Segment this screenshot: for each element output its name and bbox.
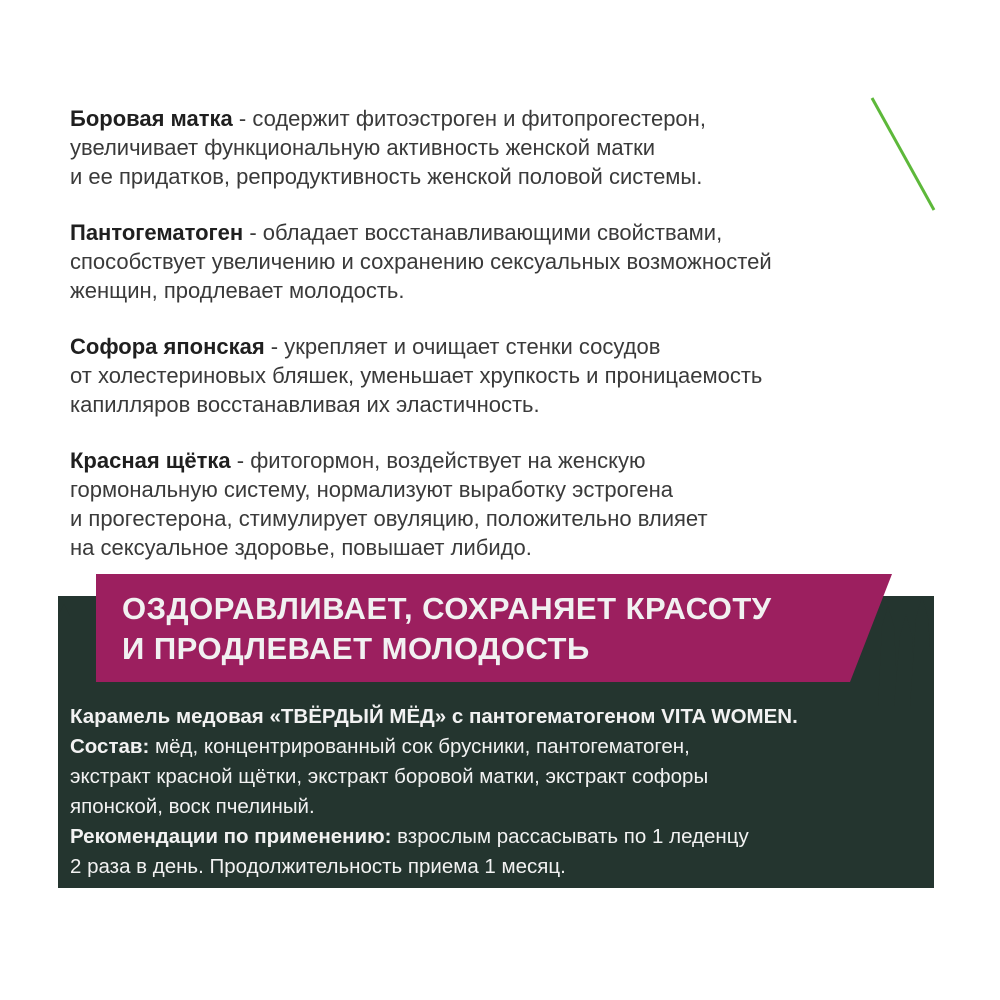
ingredient-description: - укрепляет и очищает стенки сосудов [264,334,661,359]
ingredient-description: и прогестерона, стимулирует овуляцию, положительно влияет [70,506,708,531]
ingredient-description: - содержит фитоэстроген и фитопрогестерон, [232,106,706,131]
ingredient-entry [70,218,890,305]
ingredient-description: капилляров восстанавливая их эластичность. [70,392,540,417]
composition-text: японской, воск пчелиный. [70,795,315,818]
ingredient-description: - фитогормон, воздействует на женскую [230,448,646,473]
ingredient-description: и ее придатков, репродуктивность женской половой системы. [70,164,703,189]
slogan-banner [96,574,892,682]
ingredient-entry [70,332,890,419]
ingredient-description: - обладает восстанавливающими свойствами, [243,220,723,245]
ingredient-entry [70,446,890,562]
ingredient-entry [70,104,890,191]
ingredient-name: Софора японская [70,334,265,359]
ingredient-description: женщин, продлевает молодость. [70,278,405,303]
slogan-line: И ПРОДЛЕВАЕТ МОЛОДОСТЬ [122,631,590,666]
composition-text: экстракт красной щётки, экстракт боровой матки, экстракт софоры [70,765,709,788]
ingredient-description: на сексуальное здоровье, повышает либидо. [70,535,532,560]
composition-text: мёд, концентрированный сок брусники, пантогематоген, [149,735,690,758]
ingredient-name: Красная щётка [70,448,231,473]
ingredient-description: гормональную систему, нормализуют выработку эстрогена [70,477,674,502]
ingredient-description: способствует увеличению и сохранению сексуальных возможностей [70,249,772,274]
ingredients-list [70,104,890,589]
slogan-line: ОЗДОРАВЛИВАЕТ, СОХРАНЯЕТ КРАСОТУ [122,591,772,626]
usage-label: Рекомендации по применению: [70,825,392,848]
ingredient-name: Боровая матка [70,106,233,131]
slogan-text [122,589,772,669]
usage-text: взрослым рассасывать по 1 леденцу [391,825,749,848]
ingredient-description: увеличивает функциональную активность женской матки [70,135,656,160]
composition-label: Состав: [70,735,150,758]
usage-text: 2 раза в день. Продолжительность приема 1 месяц. [70,855,566,878]
product-description [70,702,920,882]
ingredient-name: Пантогематоген [70,220,244,245]
ingredient-description: от холестериновых бляшек, уменьшает хрупкость и проницаемость [70,363,763,388]
product-title: Карамель медовая «ТВЁРДЫЙ МЁД» с пантогематогеном VITA WOMEN. [70,705,798,728]
